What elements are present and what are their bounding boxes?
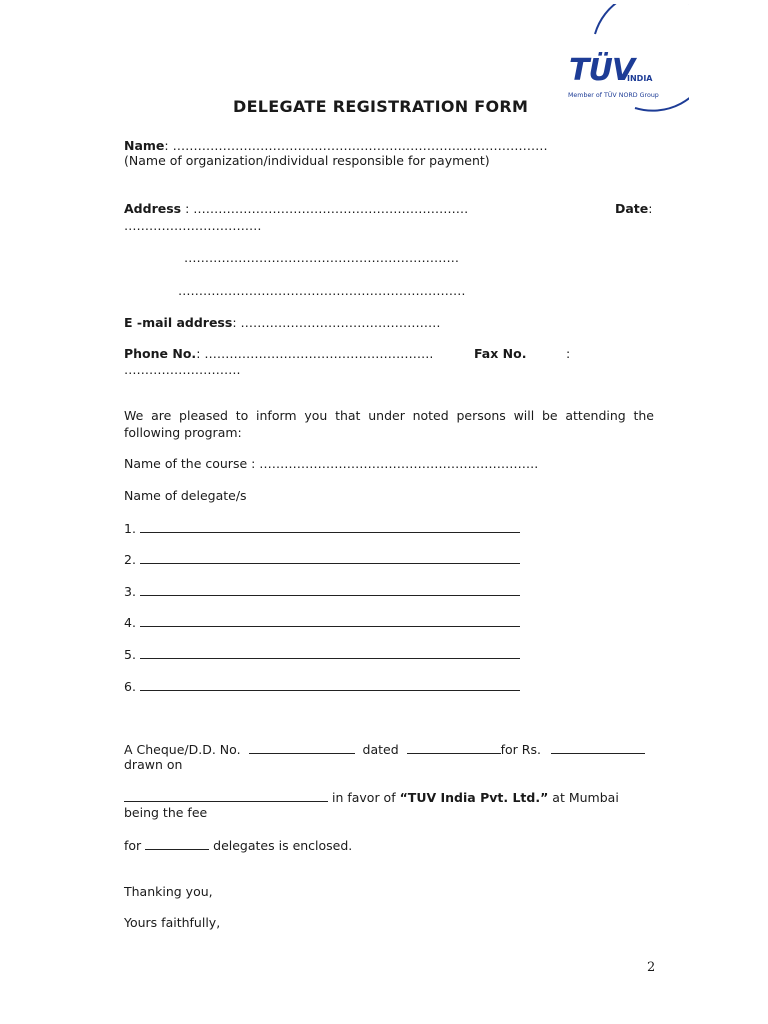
delegate-name-field-4[interactable] (140, 614, 520, 627)
cheque-date-field[interactable] (407, 741, 501, 754)
address-row (124, 201, 468, 216)
fax-label: Fax No. (474, 346, 527, 361)
delegate-row-2 (124, 551, 520, 567)
delegate-row-6 (124, 678, 520, 694)
address-field-line3[interactable]: …………………………………………………………… (178, 283, 466, 298)
amount-field[interactable] (551, 741, 645, 754)
address-label: Address (124, 201, 182, 216)
logo-tagline: Member of TÜV NORD Group (568, 92, 659, 99)
cheque-number-field[interactable] (249, 741, 355, 754)
yours-faithfully-text: Yours faithfully, (124, 915, 221, 930)
delegate-number: 1. (124, 521, 136, 536)
thanking-text: Thanking you, (124, 884, 213, 899)
address-field-line2[interactable]: ………………………………………………………… (184, 250, 459, 265)
fax-colon: : (566, 346, 571, 361)
delegate-number: 4. (124, 615, 136, 630)
email-label: E -mail address (124, 315, 233, 330)
delegate-count-field[interactable] (145, 837, 209, 850)
form-title: DELEGATE REGISTRATION FORM (233, 97, 529, 116)
date-label: Date (615, 201, 649, 216)
delegate-name-field-3[interactable] (140, 583, 520, 596)
delegate-number: 6. (124, 679, 136, 694)
email-row (124, 315, 441, 330)
favor-label: in favor of (328, 790, 400, 805)
delegate-name-field-2[interactable] (140, 551, 520, 564)
bank-field[interactable] (124, 789, 328, 802)
name-hint: (Name of organization/individual responsible for payment) (124, 153, 490, 168)
logo-suffix: INDIA (627, 74, 653, 83)
cheque-row (124, 741, 645, 757)
enclosed-label: delegates is enclosed. (209, 838, 353, 853)
delegate-number: 3. (124, 584, 136, 599)
name-label: Name (124, 138, 165, 153)
amount-label: for Rs. (500, 742, 541, 757)
logo-mark: TÜV (569, 53, 635, 88)
name-row (124, 138, 548, 153)
date-row (615, 201, 652, 216)
email-field[interactable]: : ………………………………………… (232, 315, 441, 330)
address-field-line1[interactable]: : ………………………………………………………… (181, 201, 469, 216)
delegate-count-row (124, 837, 352, 853)
phone-label: Phone No. (124, 346, 197, 361)
delegate-row-1 (124, 520, 520, 536)
delegate-row-3 (124, 583, 520, 599)
company-name: “TUV India Pvt. Ltd.” (399, 790, 549, 805)
delegate-number: 2. (124, 552, 136, 567)
name-field[interactable]: : ……………………………………………………………………………… (164, 138, 548, 153)
delegate-name-field-5[interactable] (140, 646, 520, 659)
delegate-number: 5. (124, 647, 136, 662)
delegate-name-field-6[interactable] (140, 678, 520, 691)
phone-row (124, 346, 433, 361)
delegate-row-5 (124, 646, 520, 662)
dated-label: dated (362, 742, 399, 757)
phone-field[interactable]: : ………………………………………………. (196, 346, 434, 361)
for-label: for (124, 838, 142, 853)
intro-line-2: following program: (124, 425, 242, 440)
drawn-on-label: drawn on (124, 757, 183, 772)
page-number: 2 (647, 960, 656, 975)
favor-row (124, 789, 619, 805)
course-field[interactable]: Name of the course : …………………………………………………………. (124, 456, 539, 471)
delegates-label: Name of delegate/s (124, 488, 247, 503)
cheque-label: A Cheque/D.D. No. (124, 742, 241, 757)
intro-line-1: We are pleased to inform you that under noted persons will be attending the (124, 408, 654, 423)
tuv-india-logo (565, 4, 689, 114)
mumbai-label: at Mumbai (548, 790, 619, 805)
date-field[interactable]: …………………………… (124, 218, 262, 233)
delegate-name-field-1[interactable] (140, 520, 520, 533)
fee-label: being the fee (124, 805, 208, 820)
fax-field[interactable]: ………………………. (124, 362, 241, 377)
date-colon: : (648, 201, 653, 216)
delegate-row-4 (124, 614, 520, 630)
